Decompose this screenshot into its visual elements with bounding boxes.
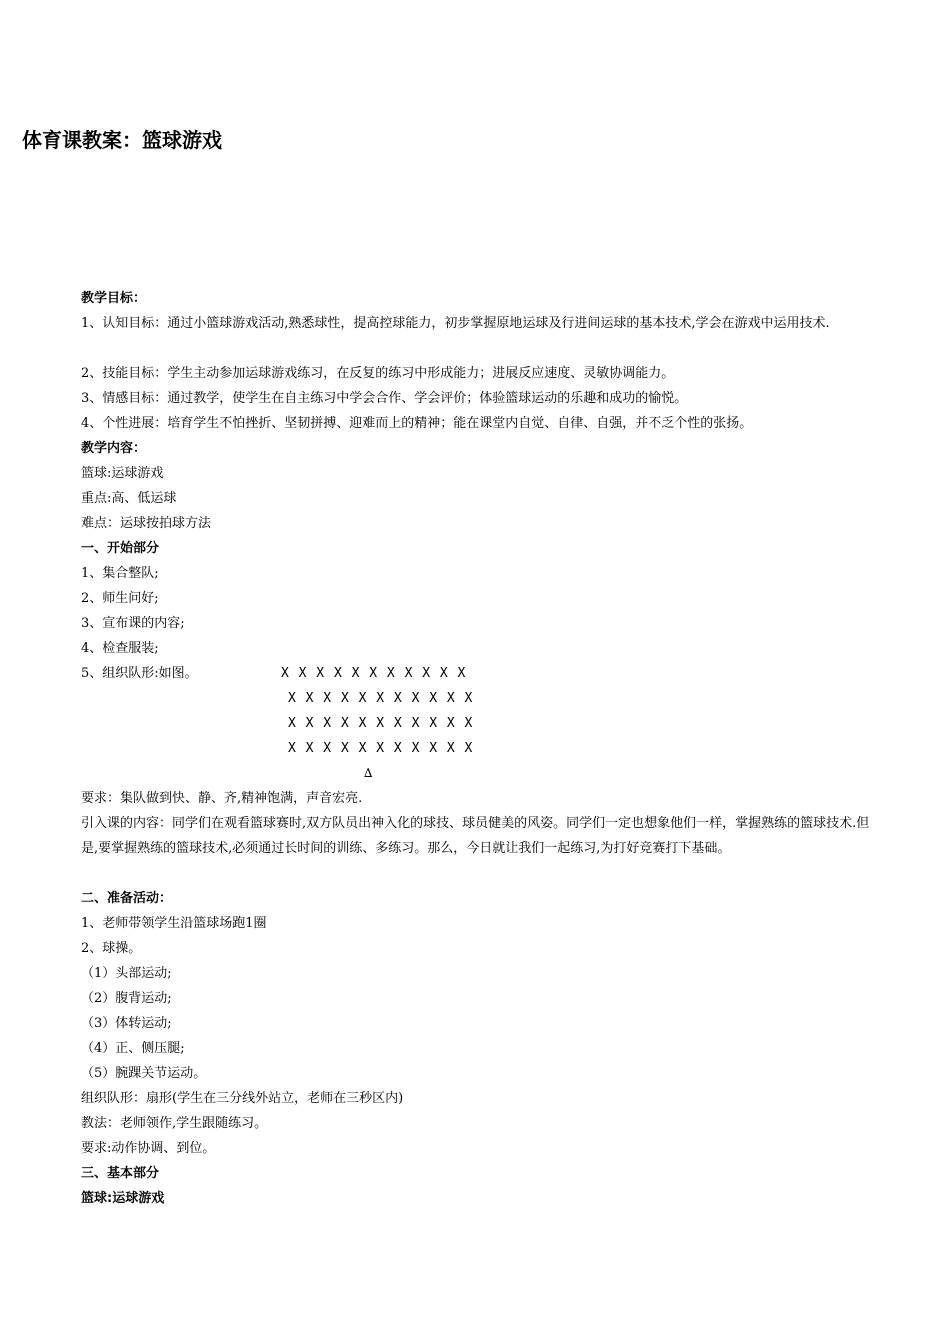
goal-item: 1、认知目标：通过小篮球游戏活动,熟悉球性，提高控球能力，初步掌握原地运球及行进间运球的基本技术,学会在游戏中运用技术.	[81, 316, 830, 331]
content-item: 重点:高、低运球	[81, 491, 177, 506]
formation-row: X X X X X X X X X X X	[281, 666, 467, 681]
formation-label: 5、组织队形:如图。	[81, 666, 198, 681]
formation-row: X X X X X X X X X X X	[288, 741, 474, 756]
part1-item: 3、宣布课的内容;	[81, 616, 185, 631]
content-item: 难点：运球按拍球方法	[81, 516, 212, 531]
part1-heading: 一、开始部分	[81, 541, 160, 556]
part2-item: （2）腹背运动;	[81, 991, 172, 1006]
part2-item: （3）体转运动;	[81, 1016, 172, 1031]
goal-item: 4、个性进展：培育学生不怕挫折、坚韧拼搏、迎难而上的精神；能在课堂内自觉、自律、自强，并不乏个性的张扬。	[81, 416, 753, 431]
content-item: 篮球:运球游戏	[81, 466, 164, 481]
part2-item: （4）正、侧压腿;	[81, 1041, 185, 1056]
goal-item: 3、情感目标：通过教学，使学生在自主练习中学会合作、学会评价；体验篮球运动的乐趣和成功的愉悦。	[81, 391, 688, 406]
formation-diagram	[81, 661, 881, 786]
part3-heading: 三、基本部分	[81, 1166, 160, 1181]
part1-item: 4、检查服装;	[81, 641, 159, 656]
teacher-marker: ∆	[364, 766, 373, 780]
intro-text: 引入课的内容：同学们在观看篮球赛时,双方队员出神入化的球技、球员健美的风姿。同学们一定也想象他们一样，掌握熟练的篮球技术.但是,要掌握熟练的篮球技术,必须通过长时间的训练、多练习。那么，今日就让我们一起练习,为打好竞赛打下基础。	[81, 816, 870, 856]
page-title: 体育课教案：篮球游戏	[22, 128, 222, 152]
part3-subheading: 篮球:运球游戏	[81, 1191, 165, 1206]
part2-item: （5）腕踝关节运动。	[81, 1066, 207, 1081]
part2-item: 教法：老师领作,学生跟随练习。	[81, 1116, 268, 1131]
part2-item: 组织队形：扇形(学生在三分线外站立，老师在三秒区内)	[81, 1091, 404, 1106]
content-heading: 教学内容：	[81, 441, 147, 456]
part2-item: 2、球操。	[81, 941, 142, 956]
lesson-body	[81, 286, 881, 1211]
requirement-text: 要求：集队做到快、静、齐,精神饱满，声音宏亮.	[81, 791, 363, 806]
part2-item: 要求:动作协调、到位。	[81, 1141, 216, 1156]
goal-item: 2、技能目标：学生主动参加运球游戏练习，在反复的练习中形成能力；进展反应速度、灵敏协调能力。	[81, 366, 675, 381]
part2-item: （1）头部运动;	[81, 966, 172, 981]
part1-item: 1、集合整队;	[81, 566, 159, 581]
formation-row: X X X X X X X X X X X	[288, 716, 474, 731]
part2-item: 1、老师带领学生沿篮球场跑1圈	[81, 916, 267, 931]
part1-item: 2、师生问好;	[81, 591, 159, 606]
formation-row: X X X X X X X X X X X	[288, 691, 474, 706]
goals-heading: 教学目标：	[81, 291, 147, 306]
part2-heading: 二、准备活动：	[81, 891, 173, 906]
